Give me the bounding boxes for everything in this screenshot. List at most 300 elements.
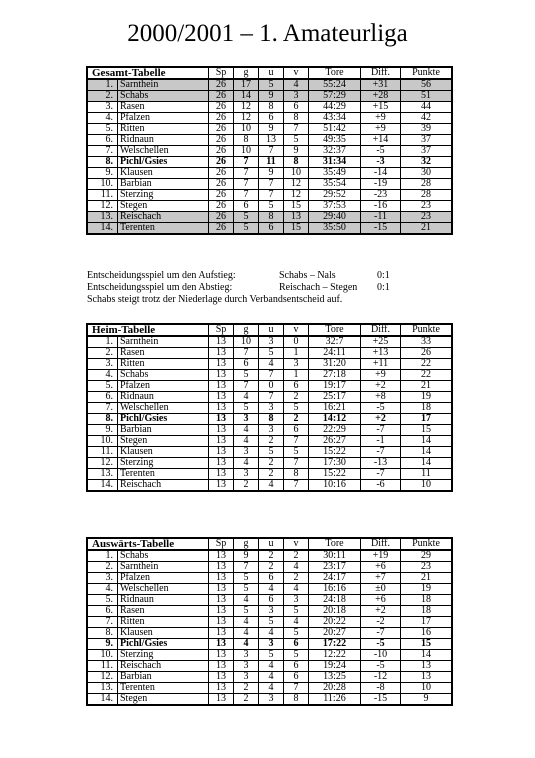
column-header-punkte: Punkte [401, 67, 453, 79]
cell-sp: 26 [209, 168, 234, 179]
cell-team: Rasen [118, 348, 209, 359]
cell-u: 5 [259, 447, 284, 458]
table-row [87, 683, 452, 694]
cell-u: 3 [259, 694, 284, 706]
cell-diff: -15 [361, 694, 401, 706]
cell-v: 7 [284, 458, 309, 469]
cell-tore: 13:25 [309, 672, 361, 683]
cell-tore: 11:26 [309, 694, 361, 706]
table-row [87, 370, 452, 381]
cell-team: Pichl/Gsies [118, 414, 209, 425]
cell-rank: 6. [87, 606, 118, 617]
note-decision-text: Schabs steigt trotz der Niederlage durch Verbandsentscheid auf. [87, 294, 343, 305]
cell-diff: -13 [361, 458, 401, 469]
cell-rank: 1. [87, 79, 118, 91]
cell-rank: 9. [87, 168, 118, 179]
page-title: 2000/2001 – 1. Amateurliga [127, 20, 408, 47]
cell-punkte: 13 [401, 672, 453, 683]
cell-sp: 13 [209, 348, 234, 359]
cell-rank: 12. [87, 201, 118, 212]
cell-u: 5 [259, 201, 284, 212]
cell-punkte: 16 [401, 628, 453, 639]
cell-v: 8 [284, 694, 309, 706]
cell-rank: 5. [87, 124, 118, 135]
cell-diff: -2 [361, 617, 401, 628]
table-row [87, 381, 452, 392]
cell-team: Reischach [118, 480, 209, 492]
cell-tore: 12:22 [309, 650, 361, 661]
cell-g: 12 [234, 102, 259, 113]
cell-punkte: 26 [401, 348, 453, 359]
cell-g: 2 [234, 694, 259, 706]
gesamt-table [86, 66, 453, 235]
cell-rank: 14. [87, 223, 118, 235]
cell-punkte: 21 [401, 223, 453, 235]
cell-punkte: 51 [401, 91, 453, 102]
cell-tore: 14:12 [309, 414, 361, 425]
cell-tore: 32:37 [309, 146, 361, 157]
cell-v: 6 [284, 102, 309, 113]
cell-tore: 17:30 [309, 458, 361, 469]
cell-tore: 35:49 [309, 168, 361, 179]
cell-punkte: 23 [401, 201, 453, 212]
table-row [87, 480, 452, 492]
cell-rank: 6. [87, 135, 118, 146]
cell-v: 8 [284, 469, 309, 480]
cell-rank: 12. [87, 672, 118, 683]
cell-g: 6 [234, 201, 259, 212]
cell-g: 4 [234, 436, 259, 447]
cell-g: 5 [234, 573, 259, 584]
cell-team: Barbian [118, 425, 209, 436]
cell-team: Ridnaun [118, 595, 209, 606]
cell-g: 3 [234, 672, 259, 683]
column-header-u: u [259, 67, 284, 79]
cell-v: 3 [284, 595, 309, 606]
cell-punkte: 14 [401, 447, 453, 458]
table-row [87, 223, 452, 235]
table-row [87, 146, 452, 157]
cell-v: 6 [284, 672, 309, 683]
table-row [87, 694, 452, 706]
cell-v: 6 [284, 425, 309, 436]
table-row [87, 135, 452, 146]
cell-diff: +9 [361, 124, 401, 135]
cell-g: 2 [234, 683, 259, 694]
cell-sp: 13 [209, 562, 234, 573]
cell-team: Pichl/Gsies [118, 157, 209, 168]
column-header-sp: Sp [209, 67, 234, 79]
cell-tore: 26:27 [309, 436, 361, 447]
cell-diff: -3 [361, 157, 401, 168]
cell-tore: 25:17 [309, 392, 361, 403]
cell-u: 4 [259, 480, 284, 492]
cell-tore: 16:16 [309, 584, 361, 595]
cell-rank: 7. [87, 146, 118, 157]
cell-diff: -11 [361, 212, 401, 223]
cell-diff: -5 [361, 639, 401, 650]
cell-v: 1 [284, 370, 309, 381]
cell-team: Welschellen [118, 146, 209, 157]
cell-u: 2 [259, 550, 284, 562]
cell-g: 7 [234, 168, 259, 179]
cell-diff: +28 [361, 91, 401, 102]
cell-g: 5 [234, 403, 259, 414]
cell-punkte: 28 [401, 179, 453, 190]
cell-u: 9 [259, 91, 284, 102]
cell-u: 8 [259, 414, 284, 425]
cell-team: Pichl/Gsies [118, 639, 209, 650]
cell-rank: 5. [87, 381, 118, 392]
cell-sp: 13 [209, 639, 234, 650]
cell-punkte: 42 [401, 113, 453, 124]
cell-team: Sterzing [118, 650, 209, 661]
cell-rank: 14. [87, 694, 118, 706]
cell-rank: 9. [87, 425, 118, 436]
cell-g: 4 [234, 617, 259, 628]
cell-team: Sterzing [118, 190, 209, 201]
cell-v: 7 [284, 480, 309, 492]
table-row [87, 672, 452, 683]
cell-v: 0 [284, 336, 309, 348]
cell-team: Stegen [118, 694, 209, 706]
note-promotion-label: Entscheidungsspiel um den Aufstieg: [87, 270, 236, 281]
cell-sp: 13 [209, 628, 234, 639]
column-header-v: v [284, 67, 309, 79]
cell-sp: 26 [209, 79, 234, 91]
heim-table [86, 323, 453, 492]
cell-v: 2 [284, 392, 309, 403]
cell-punkte: 14 [401, 650, 453, 661]
cell-team: Klausen [118, 628, 209, 639]
cell-g: 5 [234, 212, 259, 223]
cell-punkte: 37 [401, 146, 453, 157]
auswaerts-table [86, 537, 453, 706]
cell-sp: 13 [209, 683, 234, 694]
cell-g: 4 [234, 595, 259, 606]
cell-v: 5 [284, 628, 309, 639]
cell-v: 15 [284, 223, 309, 235]
cell-v: 5 [284, 650, 309, 661]
cell-v: 7 [284, 436, 309, 447]
cell-tore: 29:52 [309, 190, 361, 201]
cell-u: 13 [259, 135, 284, 146]
cell-sp: 13 [209, 403, 234, 414]
cell-u: 5 [259, 617, 284, 628]
cell-diff: +6 [361, 595, 401, 606]
cell-tore: 23:17 [309, 562, 361, 573]
cell-diff: -1 [361, 436, 401, 447]
cell-v: 12 [284, 179, 309, 190]
cell-rank: 7. [87, 403, 118, 414]
table-row [87, 392, 452, 403]
column-header-g: g [234, 324, 259, 336]
cell-diff: +2 [361, 381, 401, 392]
cell-u: 7 [259, 179, 284, 190]
cell-g: 5 [234, 606, 259, 617]
cell-u: 6 [259, 573, 284, 584]
cell-tore: 19:24 [309, 661, 361, 672]
cell-sp: 13 [209, 650, 234, 661]
cell-g: 3 [234, 469, 259, 480]
cell-g: 7 [234, 179, 259, 190]
column-header-diff: Diff. [361, 538, 401, 550]
table-row [87, 436, 452, 447]
cell-tore: 24:11 [309, 348, 361, 359]
cell-team: Rasen [118, 102, 209, 113]
table-row [87, 212, 452, 223]
cell-g: 14 [234, 91, 259, 102]
cell-punkte: 11 [401, 469, 453, 480]
cell-g: 4 [234, 392, 259, 403]
cell-diff: -14 [361, 168, 401, 179]
cell-sp: 26 [209, 113, 234, 124]
cell-g: 10 [234, 124, 259, 135]
table-row [87, 650, 452, 661]
cell-tore: 15:22 [309, 447, 361, 458]
cell-v: 13 [284, 212, 309, 223]
cell-u: 3 [259, 403, 284, 414]
cell-sp: 13 [209, 469, 234, 480]
cell-sp: 13 [209, 458, 234, 469]
cell-rank: 1. [87, 550, 118, 562]
cell-g: 3 [234, 414, 259, 425]
cell-u: 7 [259, 190, 284, 201]
table-row [87, 458, 452, 469]
table-row [87, 403, 452, 414]
table-row [87, 124, 452, 135]
cell-g: 4 [234, 425, 259, 436]
cell-sp: 26 [209, 91, 234, 102]
table-row [87, 91, 452, 102]
note-promotion-result: 0:1 [377, 270, 390, 281]
cell-g: 17 [234, 79, 259, 91]
cell-g: 7 [234, 381, 259, 392]
cell-u: 7 [259, 146, 284, 157]
cell-team: Stegen [118, 436, 209, 447]
column-header-punkte: Punkte [401, 324, 453, 336]
cell-u: 2 [259, 436, 284, 447]
cell-g: 2 [234, 480, 259, 492]
table-row [87, 639, 452, 650]
cell-team: Pfalzen [118, 113, 209, 124]
cell-team: Terenten [118, 683, 209, 694]
cell-sp: 13 [209, 381, 234, 392]
cell-diff: -6 [361, 480, 401, 492]
cell-v: 7 [284, 683, 309, 694]
cell-g: 3 [234, 661, 259, 672]
cell-sp: 13 [209, 336, 234, 348]
cell-punkte: 19 [401, 392, 453, 403]
cell-punkte: 18 [401, 595, 453, 606]
cell-diff: +9 [361, 113, 401, 124]
cell-punkte: 21 [401, 573, 453, 584]
cell-punkte: 32 [401, 157, 453, 168]
cell-v: 7 [284, 124, 309, 135]
table-row [87, 628, 452, 639]
table-name: Auswärts-Tabelle [87, 538, 209, 550]
cell-rank: 9. [87, 639, 118, 650]
cell-sp: 26 [209, 157, 234, 168]
cell-sp: 13 [209, 480, 234, 492]
cell-sp: 26 [209, 135, 234, 146]
cell-rank: 5. [87, 595, 118, 606]
cell-punkte: 18 [401, 606, 453, 617]
cell-tore: 17:22 [309, 639, 361, 650]
table-row [87, 179, 452, 190]
cell-team: Ritten [118, 617, 209, 628]
cell-diff: +19 [361, 550, 401, 562]
cell-diff: +31 [361, 79, 401, 91]
cell-v: 2 [284, 573, 309, 584]
cell-rank: 11. [87, 661, 118, 672]
cell-g: 7 [234, 190, 259, 201]
table-row [87, 168, 452, 179]
cell-diff: -7 [361, 628, 401, 639]
table-header-row [87, 538, 452, 550]
cell-team: Rasen [118, 606, 209, 617]
table-row [87, 617, 452, 628]
cell-v: 3 [284, 91, 309, 102]
table-name: Heim-Tabelle [87, 324, 209, 336]
cell-team: Barbian [118, 672, 209, 683]
cell-rank: 8. [87, 414, 118, 425]
cell-diff: -8 [361, 683, 401, 694]
cell-u: 7 [259, 370, 284, 381]
cell-v: 4 [284, 617, 309, 628]
cell-punkte: 10 [401, 683, 453, 694]
cell-rank: 3. [87, 102, 118, 113]
cell-diff: -19 [361, 179, 401, 190]
cell-rank: 1. [87, 336, 118, 348]
cell-sp: 13 [209, 606, 234, 617]
cell-diff: +9 [361, 370, 401, 381]
cell-tore: 27:18 [309, 370, 361, 381]
cell-tore: 30:11 [309, 550, 361, 562]
cell-punkte: 14 [401, 458, 453, 469]
column-header-u: u [259, 324, 284, 336]
cell-sp: 13 [209, 617, 234, 628]
cell-sp: 13 [209, 447, 234, 458]
cell-u: 11 [259, 157, 284, 168]
cell-u: 2 [259, 562, 284, 573]
cell-sp: 26 [209, 179, 234, 190]
cell-rank: 8. [87, 157, 118, 168]
note-relegation-match: Reischach – Stegen [279, 282, 358, 293]
cell-rank: 7. [87, 617, 118, 628]
cell-sp: 26 [209, 190, 234, 201]
cell-rank: 10. [87, 436, 118, 447]
table-row [87, 414, 452, 425]
cell-punkte: 44 [401, 102, 453, 113]
cell-sp: 26 [209, 146, 234, 157]
cell-g: 7 [234, 348, 259, 359]
cell-diff: +11 [361, 359, 401, 370]
cell-tore: 20:28 [309, 683, 361, 694]
cell-sp: 13 [209, 414, 234, 425]
cell-g: 12 [234, 113, 259, 124]
cell-sp: 13 [209, 694, 234, 706]
cell-v: 12 [284, 190, 309, 201]
column-header-diff: Diff. [361, 67, 401, 79]
table-row [87, 562, 452, 573]
cell-g: 7 [234, 562, 259, 573]
cell-g: 6 [234, 359, 259, 370]
cell-sp: 26 [209, 102, 234, 113]
cell-diff: +7 [361, 573, 401, 584]
cell-punkte: 30 [401, 168, 453, 179]
cell-team: Sarnthein [118, 562, 209, 573]
cell-team: Sarnthein [118, 336, 209, 348]
cell-u: 4 [259, 628, 284, 639]
cell-diff: +14 [361, 135, 401, 146]
cell-v: 6 [284, 661, 309, 672]
cell-team: Ridnaun [118, 135, 209, 146]
cell-u: 3 [259, 606, 284, 617]
cell-punkte: 17 [401, 414, 453, 425]
cell-g: 5 [234, 370, 259, 381]
cell-diff: +15 [361, 102, 401, 113]
table-row [87, 469, 452, 480]
cell-rank: 10. [87, 650, 118, 661]
cell-rank: 6. [87, 392, 118, 403]
cell-punkte: 13 [401, 661, 453, 672]
table-row [87, 359, 452, 370]
cell-v: 8 [284, 157, 309, 168]
cell-diff: +25 [361, 336, 401, 348]
cell-g: 10 [234, 336, 259, 348]
cell-u: 7 [259, 392, 284, 403]
cell-rank: 3. [87, 359, 118, 370]
cell-u: 6 [259, 595, 284, 606]
cell-rank: 13. [87, 212, 118, 223]
column-header-g: g [234, 67, 259, 79]
table-row [87, 348, 452, 359]
cell-team: Terenten [118, 469, 209, 480]
note-relegation-label: Entscheidungsspiel um den Abstieg: [87, 282, 233, 293]
cell-v: 2 [284, 550, 309, 562]
table-row [87, 425, 452, 436]
cell-g: 4 [234, 458, 259, 469]
cell-diff: -7 [361, 469, 401, 480]
note-relegation [87, 282, 487, 294]
notes [87, 270, 487, 306]
cell-tore: 57:29 [309, 91, 361, 102]
table-row [87, 447, 452, 458]
cell-tore: 51:42 [309, 124, 361, 135]
cell-punkte: 22 [401, 359, 453, 370]
table-row [87, 661, 452, 672]
cell-rank: 4. [87, 584, 118, 595]
table-row [87, 102, 452, 113]
cell-tore: 32:7 [309, 336, 361, 348]
cell-u: 2 [259, 458, 284, 469]
cell-punkte: 23 [401, 562, 453, 573]
cell-team: Schabs [118, 550, 209, 562]
cell-rank: 13. [87, 683, 118, 694]
cell-tore: 19:17 [309, 381, 361, 392]
table-row [87, 79, 452, 91]
cell-punkte: 17 [401, 617, 453, 628]
cell-team: Klausen [118, 447, 209, 458]
cell-tore: 35:54 [309, 179, 361, 190]
cell-tore: 24:17 [309, 573, 361, 584]
cell-v: 15 [284, 201, 309, 212]
cell-team: Klausen [118, 168, 209, 179]
cell-punkte: 10 [401, 480, 453, 492]
table-row [87, 573, 452, 584]
cell-rank: 2. [87, 562, 118, 573]
